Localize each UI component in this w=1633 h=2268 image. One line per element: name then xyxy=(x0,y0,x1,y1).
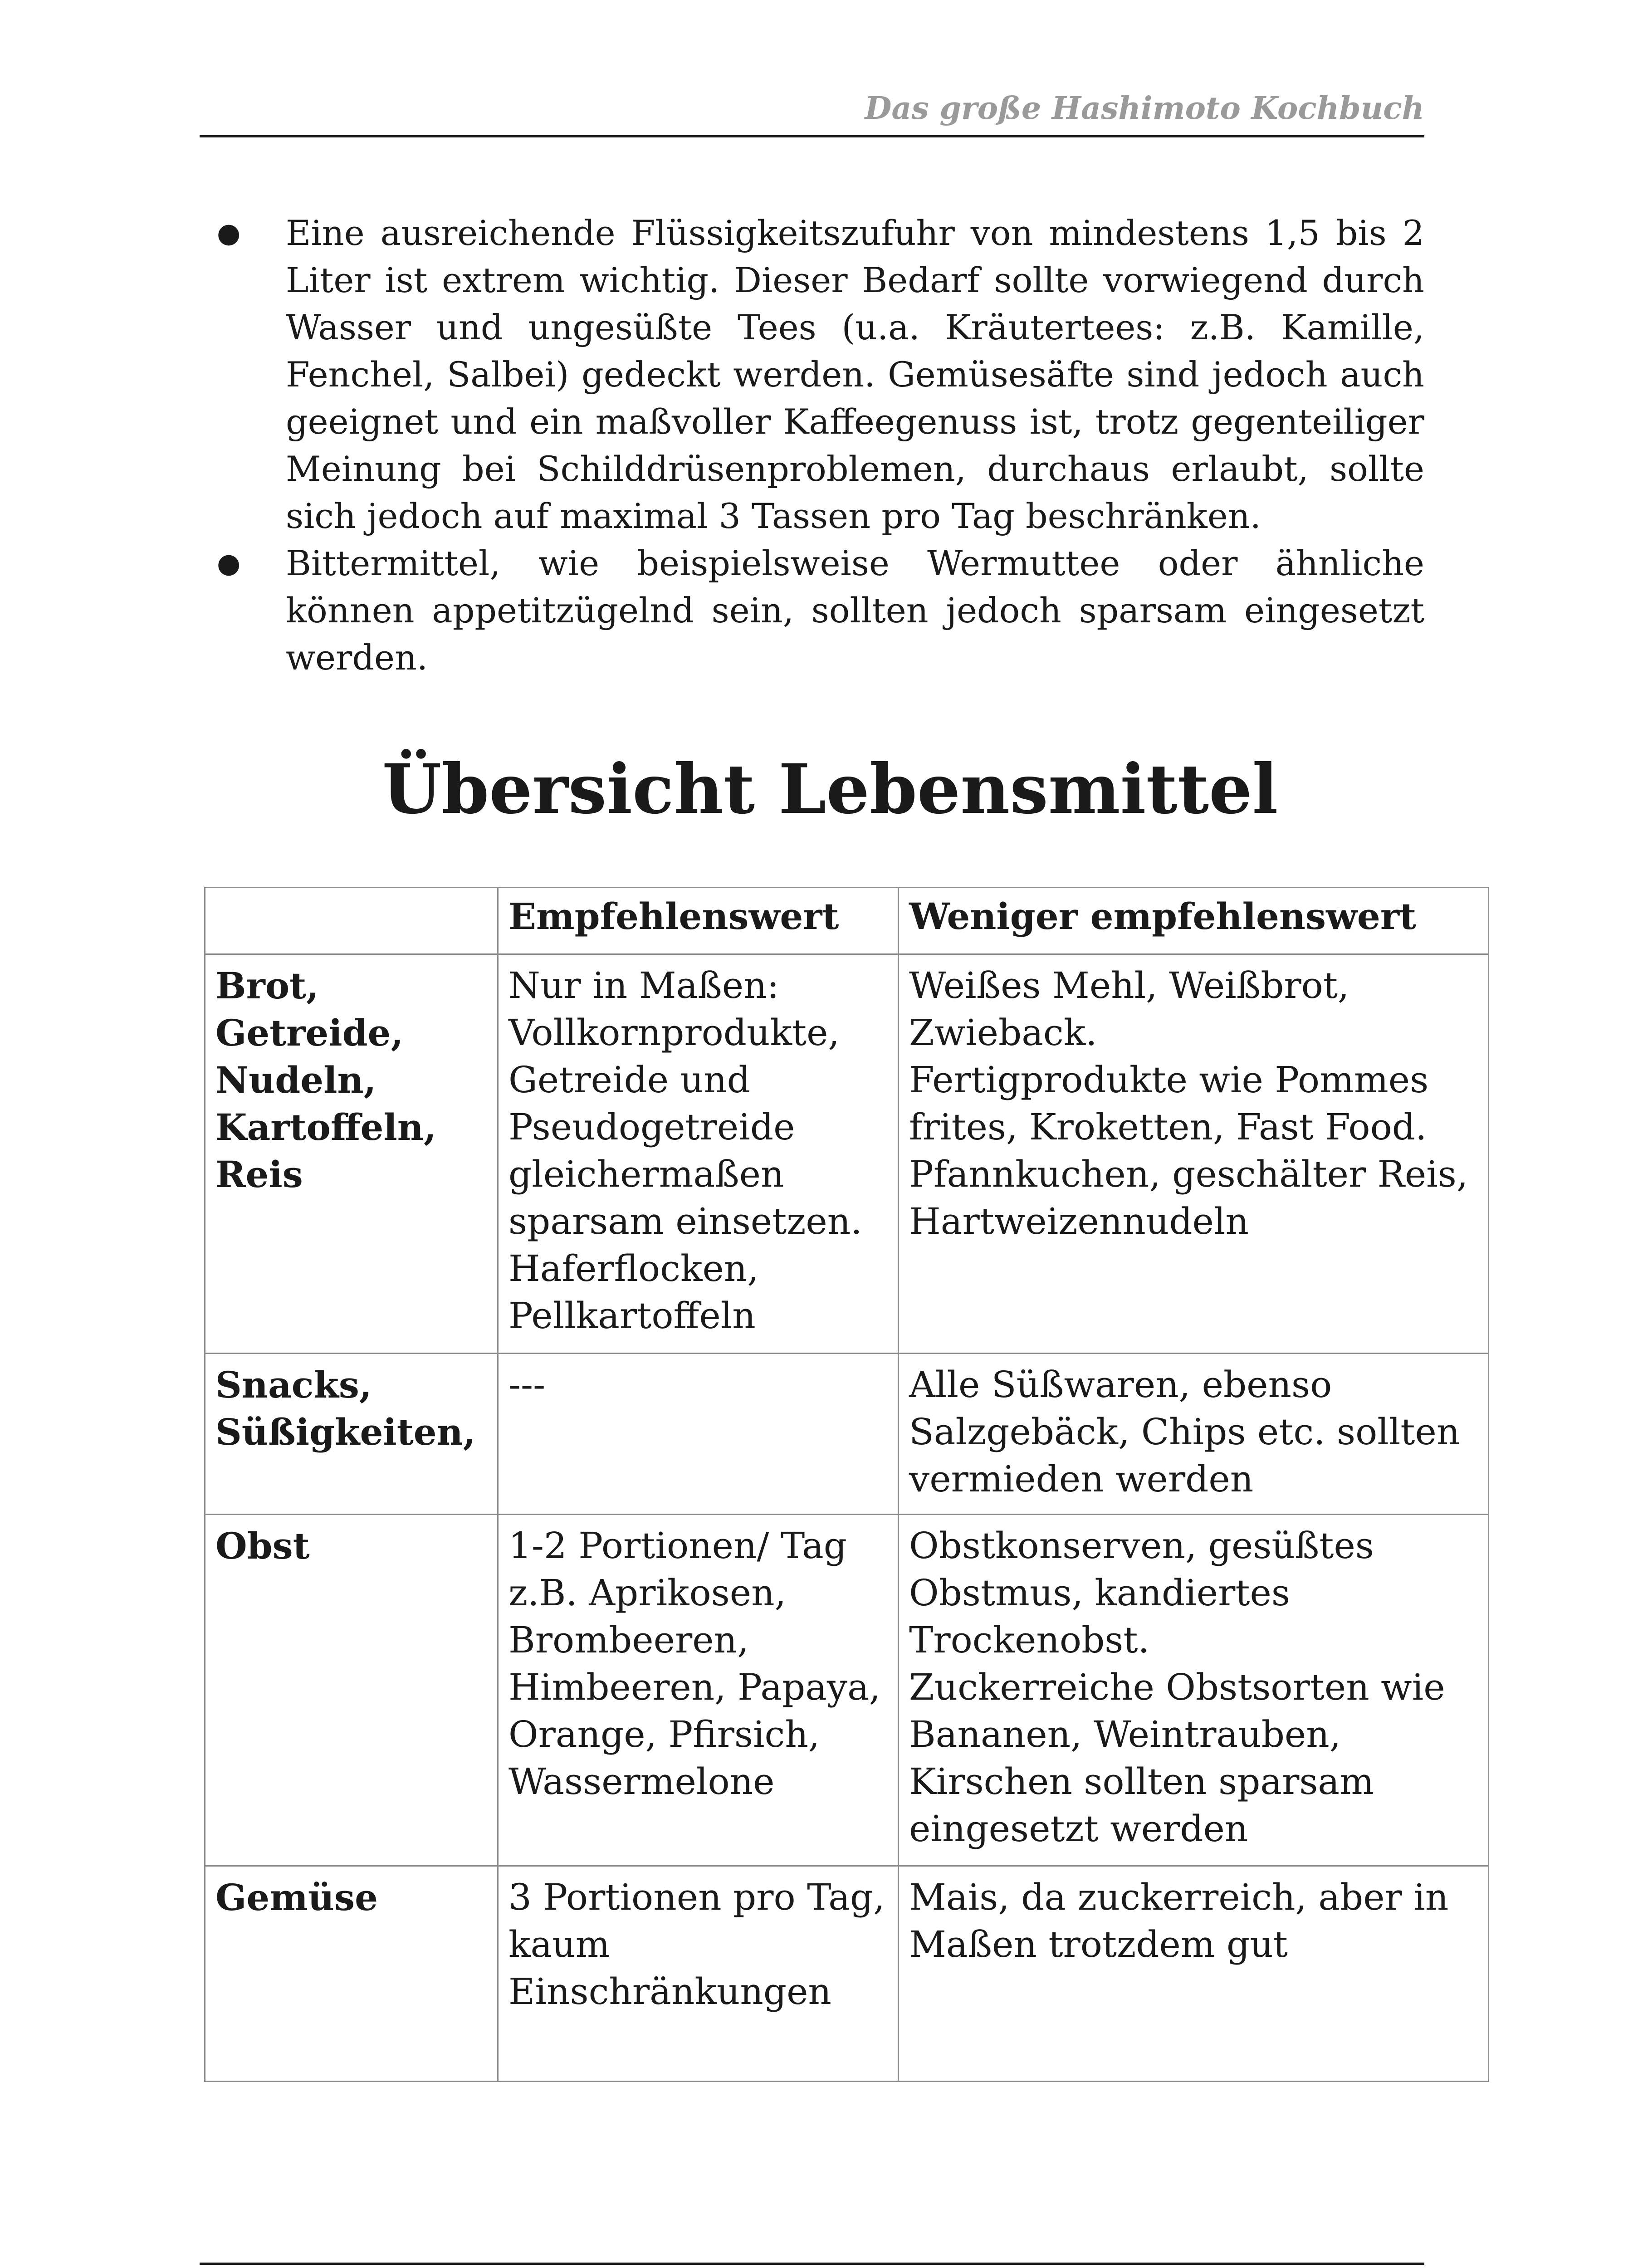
cell-line: Orange, Pfirsich, xyxy=(508,1713,820,1755)
cell-line: Nudeln, xyxy=(215,1059,376,1101)
bullet-marker: ● xyxy=(217,217,241,249)
cell-line: Bananen, Weintrauben, xyxy=(909,1713,1341,1755)
cell-line: Getreide, xyxy=(215,1012,404,1054)
cell-line: sparsam einsetzen. xyxy=(508,1200,862,1242)
cell-line: z.B. Aprikosen, xyxy=(508,1572,787,1614)
cell-line: Kartoffeln, xyxy=(215,1106,436,1149)
cell-line: Gemüse xyxy=(215,1876,378,1919)
header-rule xyxy=(200,135,1424,137)
cell-line: Himbeeren, Papaya, xyxy=(508,1666,881,1708)
cell-line: Nur in Maßen: xyxy=(508,964,779,1007)
cell-line: vermieden werden xyxy=(909,1458,1254,1500)
table-row xyxy=(205,1515,1489,1866)
bullet-list xyxy=(213,210,1424,681)
cell-line: Wassermelone xyxy=(508,1760,775,1803)
bullet-item xyxy=(213,210,1424,540)
table-cell-category xyxy=(205,954,498,1354)
bullet-item xyxy=(213,540,1424,681)
cell-line: Weißes Mehl, Weißbrot, xyxy=(909,964,1349,1007)
bullet-text: Bittermittel, wie beispielsweise Wermuttee oder ähnliche können appetitzügelnd sein, sollten jedoch sparsam eingesetzt werden. xyxy=(286,543,1424,678)
table-body xyxy=(205,954,1489,2082)
cell-line: Brombeeren, xyxy=(508,1619,749,1661)
table-row xyxy=(205,954,1489,1354)
footer-rule xyxy=(200,2263,1424,2265)
cell-line: frites, Kroketten, Fast Food. xyxy=(909,1106,1427,1148)
food-overview-table xyxy=(204,887,1489,2082)
cell-line: Salzgebäck, Chips etc. sollten xyxy=(909,1411,1460,1453)
table-cell-less-recommended xyxy=(899,1354,1489,1515)
cell-line: Vollkornprodukte, xyxy=(508,1012,840,1054)
bullet-text: Eine ausreichende Flüssigkeitszufuhr von mindestens 1,5 bis 2 Liter ist extrem wichtig. Dieser Bedarf sollte vorwiegend durch Wasser und ungesüßte Tees (u.a. Kräutertees: z.B. Kamille, Fenchel, Salbei) gedeckt werden. Gemüsesäfte sind jedoch auch geeignet und ein maßvoller Kaffeegenuss ist, trotz gegenteiliger Meinung bei Schilddrüsenproblemen, durchaus erlaubt, sollte sich jedoch auf maximal 3 Tassen pro Tag beschränken. xyxy=(286,213,1424,536)
cell-line: kaum xyxy=(508,1923,610,1965)
table-cell-category xyxy=(205,1866,498,2082)
table-cell-less-recommended xyxy=(899,954,1489,1354)
table-header-less-recommended: Weniger empfehlenswert xyxy=(899,888,1489,954)
table-cell-less-recommended xyxy=(899,1866,1489,2082)
table-cell-recommended xyxy=(498,954,899,1354)
cell-line: Obstkonserven, gesüßtes xyxy=(909,1525,1374,1567)
cell-line: Haferflocken, xyxy=(508,1247,759,1290)
table-header-empty xyxy=(205,888,498,954)
running-header-title: Das große Hashimoto Kochbuch xyxy=(865,90,1424,127)
cell-line: eingesetzt werden xyxy=(909,1808,1248,1850)
table-cell-less-recommended xyxy=(899,1515,1489,1866)
cell-line: 1-2 Portionen/ Tag xyxy=(508,1525,847,1567)
table-row xyxy=(205,1354,1489,1515)
cell-line: Hartweizennudeln xyxy=(909,1200,1249,1242)
table-header-recommended: Empfehlenswert xyxy=(498,888,899,954)
cell-line: Fertigprodukte wie Pommes xyxy=(909,1059,1429,1101)
cell-line: Pellkartoffeln xyxy=(508,1295,756,1337)
table-cell-recommended xyxy=(498,1866,899,2082)
cell-line: 3 Portionen pro Tag, xyxy=(508,1876,885,1918)
cell-line: gleichermaßen xyxy=(508,1153,784,1195)
table-cell-category xyxy=(205,1515,498,1866)
cell-line: Zwieback. xyxy=(909,1012,1097,1054)
table-cell-category xyxy=(205,1354,498,1515)
cell-line: Getreide und xyxy=(508,1059,750,1101)
table-header-row xyxy=(205,888,1489,954)
cell-line: Snacks, xyxy=(215,1364,372,1406)
table-cell-recommended xyxy=(498,1354,899,1515)
cell-line: Mais, da zuckerreich, aber in xyxy=(909,1876,1449,1918)
cell-line: --- xyxy=(508,1364,546,1406)
cell-line: Alle Süßwaren, ebenso xyxy=(909,1364,1332,1406)
cell-line: Obstmus, kandiertes xyxy=(909,1572,1290,1614)
cell-line: Zuckerreiche Obstsorten wie xyxy=(909,1666,1445,1708)
cell-line: Trockenobst. xyxy=(909,1619,1149,1661)
cell-line: Pfannkuchen, geschälter Reis, xyxy=(909,1153,1468,1195)
cell-line: Kirschen sollten sparsam xyxy=(909,1760,1374,1803)
cell-line: Pseudogetreide xyxy=(508,1106,795,1148)
cell-line: Einschränkungen xyxy=(508,1970,831,2013)
cell-line: Maßen trotzdem gut xyxy=(909,1923,1288,1965)
cell-line: Obst xyxy=(215,1525,310,1567)
cell-line: Süßigkeiten, xyxy=(215,1411,476,1453)
cell-line: Reis xyxy=(215,1153,303,1196)
bullet-marker: ● xyxy=(217,547,241,579)
table-cell-recommended xyxy=(498,1515,899,1866)
table-row xyxy=(205,1866,1489,2082)
cell-line: Brot, xyxy=(215,964,319,1007)
section-title: Übersicht Lebensmittel xyxy=(382,749,1278,829)
